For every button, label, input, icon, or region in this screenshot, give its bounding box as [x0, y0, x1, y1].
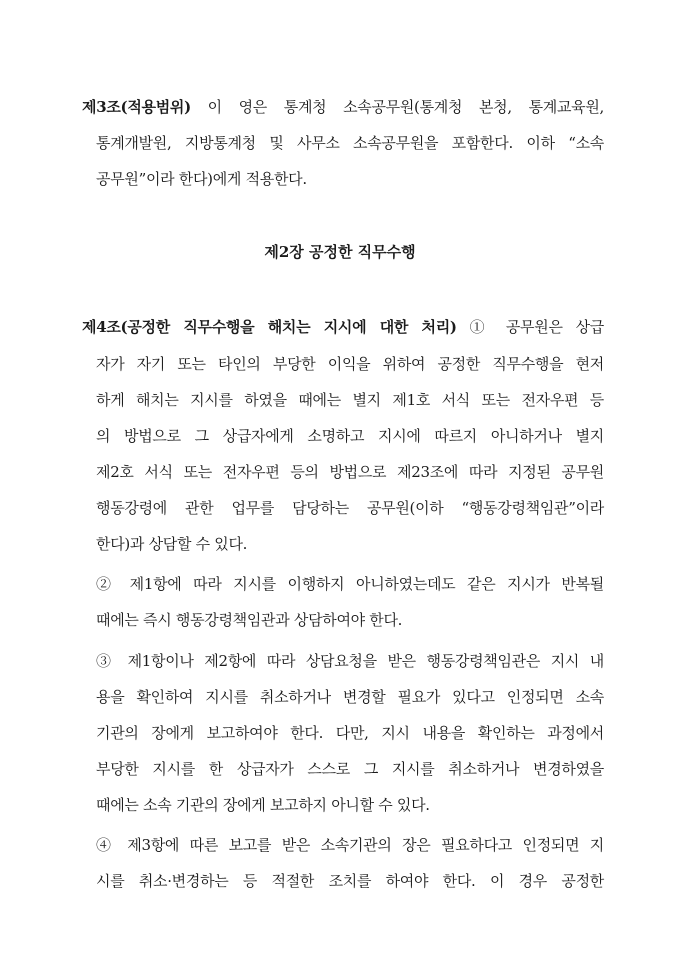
article4-para3-line-3: 기관의 장에게 보고하여야 한다. 다만, 지시 내용을 확인하는 과정에서 — [96, 724, 604, 742]
article4-text: ① 공무원은 상급 — [456, 318, 604, 336]
article4-line-2: 자가 자기 또는 타인의 부당한 이익을 위하여 공정한 직무수행을 현저 — [96, 355, 604, 373]
article3-line-1 — [82, 97, 604, 117]
article4-para4-line-2: 시를 취소·변경하는 등 적절한 조치를 하여야 한다. 이 경우 공정한 — [96, 872, 604, 890]
article4-line-1 — [82, 317, 604, 337]
article4-para4-line-1: ④ 제3항에 따른 보고를 받은 소속기관의 장은 필요하다고 인정되면 지 — [96, 836, 604, 854]
article4-line-4: 의 방법으로 그 상급자에게 소명하고 지시에 따르지 아니하거나 별지 — [96, 427, 604, 445]
article4-title: 제4조(공정한 직무수행을 해치는 지시에 대한 처리) — [82, 318, 457, 336]
article4-para3-line-2: 용을 확인하여 지시를 취소하거나 변경할 필요가 있다고 인정되면 소속 — [96, 688, 604, 706]
article3-line-2: 통계개발원, 지방통계청 및 사무소 소속공무원을 포함한다. 이하 “소속 — [96, 134, 604, 152]
article4-para3-line-5: 때에는 소속 기관의 장에게 보고하지 아니할 수 있다. — [96, 796, 430, 814]
article3-text: 이 영은 통계청 소속공무원(통계청 본청, 통계교육원, — [190, 98, 604, 116]
article4-para3-line-4: 부당한 지시를 한 상급자가 스스로 그 지시를 취소하거나 변경하였을 — [96, 760, 604, 778]
chapter-heading: 제2장 공정한 직무수행 — [264, 243, 416, 261]
article3-line-3: 공무원”이라 한다)에게 적용한다. — [96, 170, 307, 188]
article4-para2-line-2: 때에는 즉시 행동강령책임관과 상담하여야 한다. — [96, 611, 403, 629]
article4-para3-line-1: ③ 제1항이나 제2항에 따라 상담요청을 받은 행동강령책임관은 지시 내 — [96, 652, 604, 670]
article4-line-5: 제2호 서식 또는 전자우편 등의 방법으로 제23조에 따라 지정된 공무원 — [96, 463, 604, 481]
article4-line-7: 한다)과 상담할 수 있다. — [96, 535, 248, 553]
article4-line-6: 행동강령에 관한 업무를 담당하는 공무원(이하 “행동강령책임관”이라 — [96, 499, 604, 517]
article4-para2-line-1: ② 제1항에 따라 지시를 이행하지 아니하였는데도 같은 지시가 반복될 — [96, 575, 604, 593]
article3-title: 제3조(적용범위) — [82, 98, 191, 116]
article4-line-3: 하게 해치는 지시를 하였을 때에는 별지 제1호 서식 또는 전자우편 등 — [96, 391, 604, 409]
